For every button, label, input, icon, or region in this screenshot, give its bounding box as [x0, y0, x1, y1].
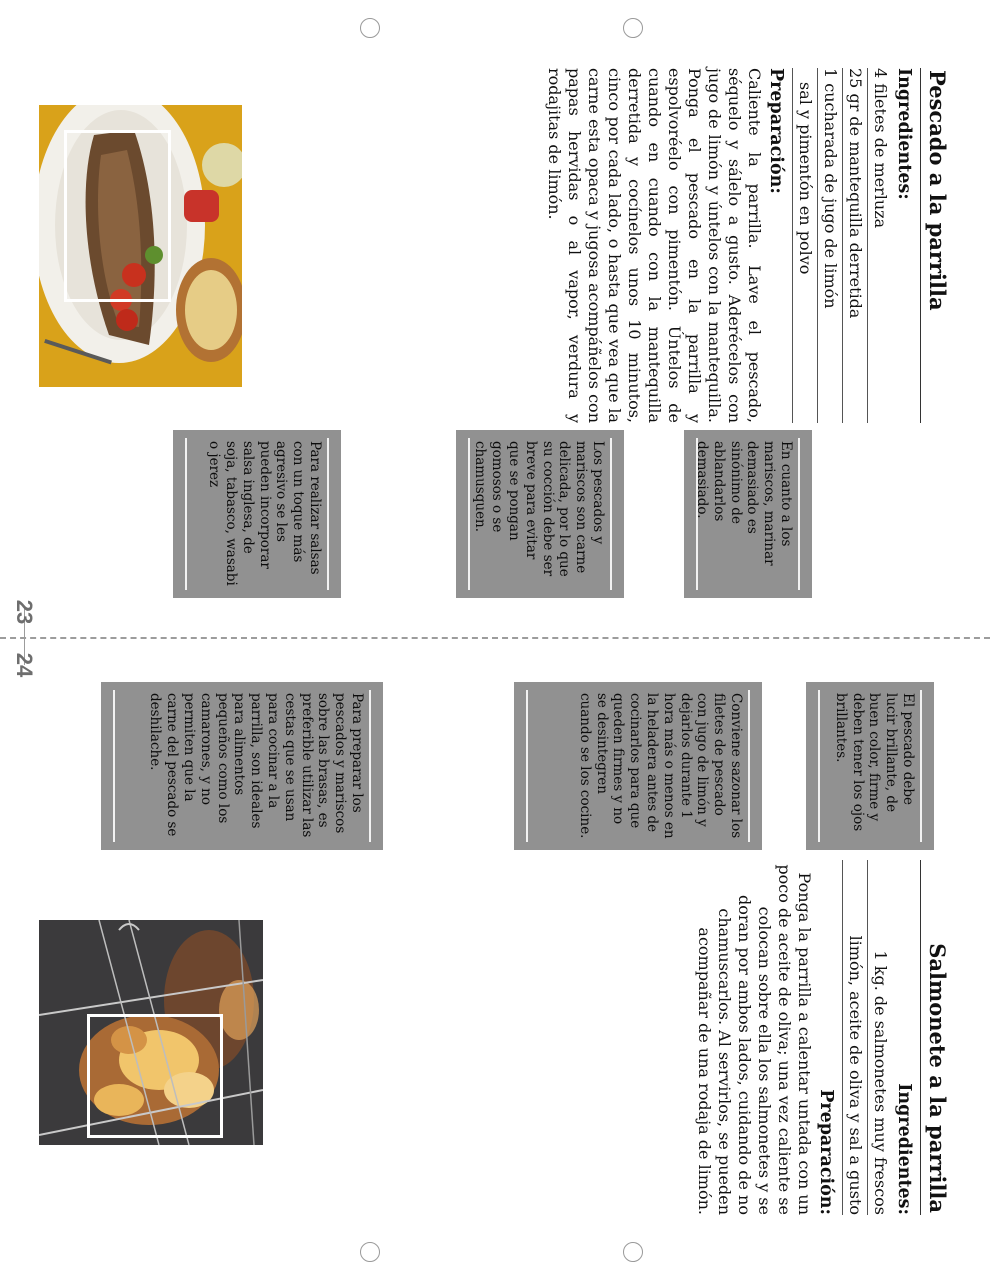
- highlight-frame: [87, 1014, 223, 1138]
- binder-hole: [360, 18, 380, 38]
- ingredient-item: limón, aceite de oliva y sal a gusto: [842, 860, 867, 1215]
- binder-hole: [623, 1242, 643, 1262]
- ingredient-item: 1 cucharada de jugo de limón: [817, 68, 842, 423]
- ingredients-heading: Ingredientes:: [894, 68, 914, 200]
- tip-box-coccion: [456, 430, 624, 598]
- highlight-frame: [64, 130, 171, 302]
- binder-hole: [623, 18, 643, 38]
- preparation-text: Caliente la parrilla. Lave el pescado, séquelo y sálelo a gusto. Aderécelos con jugo de limón y úntelos con la mantequilla. Ponga el pescado en la parrilla y espolvoréelo con pimentón. Úntelos de cuando en cuando con la mantequilla derretida y cocínelos unos 10 minutos, cinco por cada lado, o hasta que vea que la carne esta opaca y jugosa acompáñelos con papas hervidas o al vapor, verdura y rodajitas de limón.: [545, 68, 764, 423]
- tip-box-salsas: [173, 430, 341, 598]
- tip-text: Para preparar los pescados y mariscos sobre las brasas, es preferible utilizar las cestas que se usan para cocinar a la parrilla, son ideales para alimentos pequeños como los camarones, y no permiten que la carne del pescado se deshilache.: [147, 693, 365, 838]
- tip-text: El pescado debe lucir brillante, de buen color, firme y deben tener los ojos brillantes.: [832, 693, 916, 832]
- grilled-fish-photo: [39, 105, 242, 387]
- ingredient-item: sal y pimentón en polvo: [792, 68, 817, 423]
- tip-box-mariscos: [684, 430, 812, 598]
- recipe-salmonete: [645, 860, 955, 1215]
- tip-text: Para realizar salsas con un toque más agresivo se les pueden incorporar salsa inglesa, de soja, tabasco, wasabi o jerez: [206, 441, 323, 586]
- grill-basket-photo: [39, 920, 263, 1145]
- preparation-heading: Preparación:: [766, 68, 786, 194]
- tip-text: En cuanto a los mariscos, marinar demasiado es sinónimo de ablandarlos demasiado.: [694, 441, 794, 566]
- page-number-24: 24: [12, 652, 37, 678]
- tip-box-sazonar: [514, 682, 762, 850]
- recipe-pescado: [500, 68, 955, 423]
- tip-text: Conviene sazonar los filetes de pescado con jugo de limón y dejarlos durante 1 hora más o menos en la heladera antes de cocinarlos para que queden firmes y no se desintegren cuando se los cocine.: [576, 693, 744, 839]
- page-number-23: 23: [12, 599, 37, 625]
- ingredients-heading: Ingredientes:: [894, 1083, 914, 1215]
- binder-hole: [360, 1242, 380, 1262]
- ingredient-item: 4 filetes de merluza: [867, 68, 892, 423]
- tip-box-brasas: [101, 682, 383, 850]
- recipe-title: Pescado a la parrilla: [920, 68, 955, 423]
- preparation-heading: Preparación:: [816, 1089, 836, 1215]
- preparation-text: Ponga la parrilla a calentar untada con un poco de aceite de oliva; una vez caliente se colocan sobre ella los salmonetes y se doran por ambos lados, cuidando de no chamuscarlos. Al servirlos, se pueden acompañar de una rodaja de limón.: [695, 864, 814, 1215]
- ingredient-item: 1 kg. de salmonetes muy frescos: [867, 860, 892, 1215]
- tip-box-pescado-brillante: [806, 682, 934, 850]
- ingredient-item: 25 gr de mantequilla derretida: [842, 68, 867, 423]
- tip-text: Los pescados y mariscos son carne delicada, por lo que su cocción debe ser breve para evitar que se pongan gomosos o se chamusquen.: [472, 441, 606, 577]
- recipe-title: Salmonete a la parrilla: [920, 860, 955, 1215]
- fold-line: [0, 637, 990, 639]
